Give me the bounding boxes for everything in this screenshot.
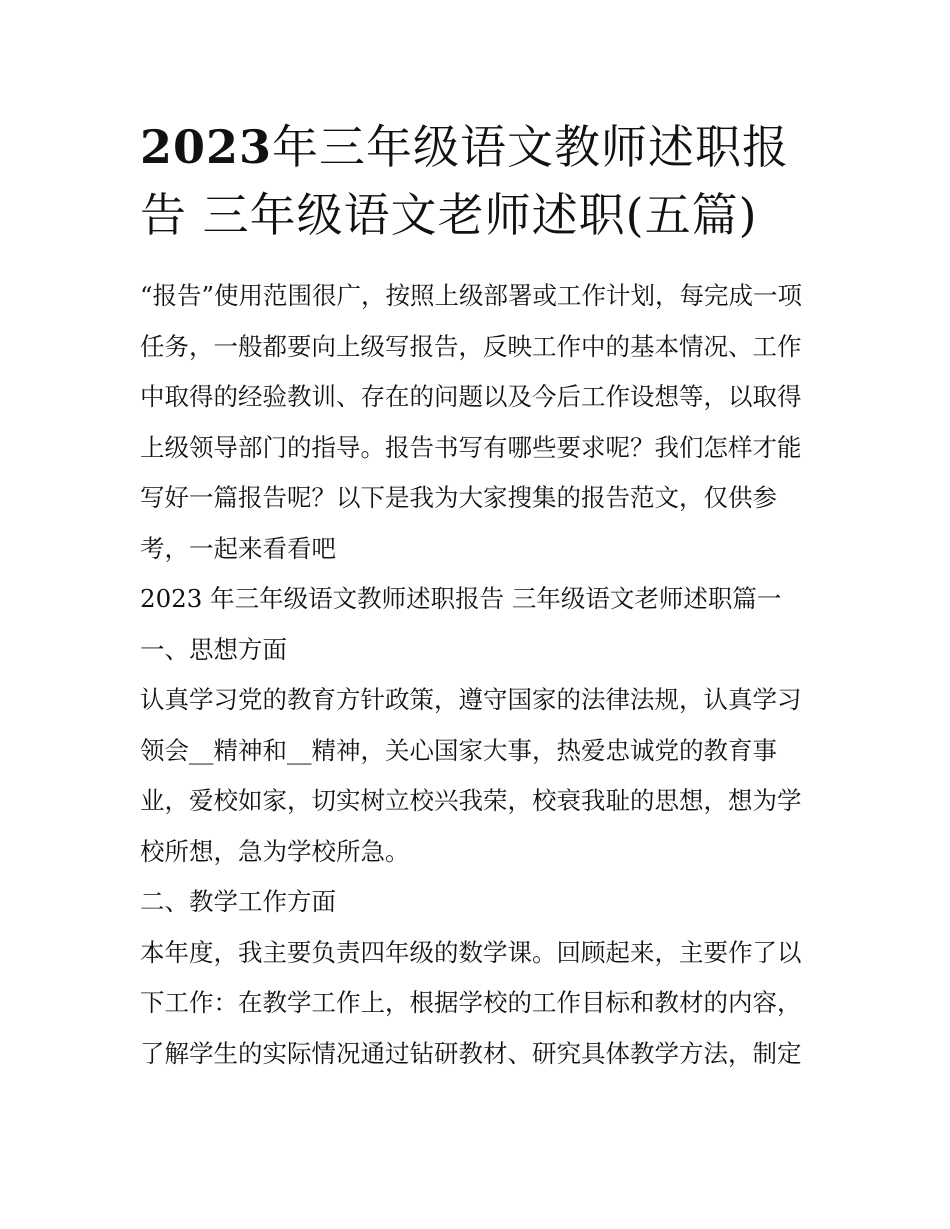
paragraph-line: 业，爱校如家，切实树立校兴我荣，校衰我耻的思想，想为学: [140, 786, 802, 815]
title-line: [140, 113, 820, 181]
paragraph-line: “报告”使用范围很广，按照上级部署或工作计划，每完成一项: [140, 281, 803, 310]
paragraph-line: 下工作：在教学工作上，根据学校的工作目标和教材的内容，: [140, 988, 802, 1017]
paragraph-line: 认真学习党的教育方针政策，遵守国家的法律法规，认真学习: [140, 685, 802, 714]
title-text: 年三年级语文教师述职报: [272, 120, 790, 174]
document-body: [140, 271, 820, 1079]
paragraph-line: 写好一篇报告呢？以下是我为大家搜集的报告范文，仅供参: [140, 483, 777, 512]
paragraph-line: 了解学生的实际情况通过钻研教材、研究具体教学方法，制定: [140, 1038, 802, 1068]
paragraph-line: 上级领导部门的指导。报告书写有哪些要求呢？我们怎样才能: [140, 432, 802, 462]
paragraph-line: 任务，一般都要向上级写报告，反映工作中的基本情况、工作: [140, 331, 802, 361]
title-year: 2023: [140, 120, 273, 174]
paragraph-line: 校所想，急为学校所急。: [140, 836, 410, 866]
paragraph-line: 本年度，我主要负责四年级的数学课。回顾起来，主要作了以: [140, 937, 802, 967]
title-line: [140, 181, 820, 249]
document-content: [140, 113, 820, 1079]
paragraph-line: 考，一起来看看吧: [140, 533, 336, 563]
paragraph-line: 领会__精神和__精神，关心国家大事，热爱忠诚党的教育事: [140, 735, 777, 765]
title-text: 告 三年级语文老师述职(五篇): [140, 188, 758, 242]
document-title: [140, 113, 820, 249]
section-heading: 2023 年三年级语文教师述职报告 三年级语文老师述职篇一: [140, 584, 782, 613]
section-heading: 一、思想方面: [140, 634, 287, 664]
section-heading: 二、教学工作方面: [140, 887, 336, 916]
paragraph-line: 中取得的经验教训、存在的问题以及今后工作设想等，以取得: [140, 382, 802, 411]
